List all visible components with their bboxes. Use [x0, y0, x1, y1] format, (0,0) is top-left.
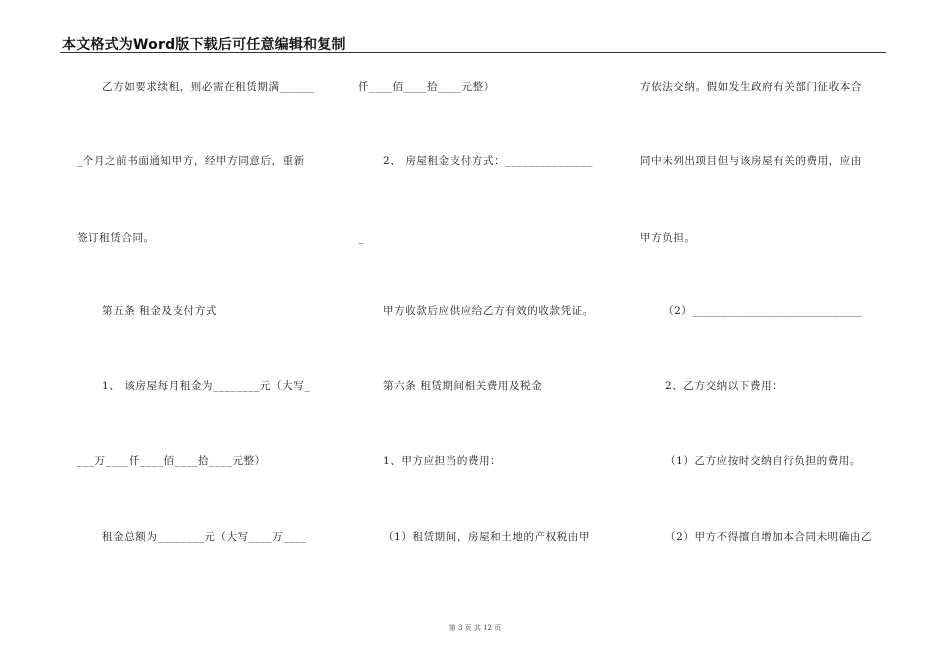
right-line-7: （2）甲方不得擅自增加本合同未明确由乙: [665, 531, 873, 543]
right-line-4: （2）_____________________________: [663, 305, 863, 317]
middle-line-1: 仟____佰____拾____元整）: [358, 81, 495, 93]
middle-line-4: 甲方收款后应供应给乙方有效的收款凭证。: [383, 305, 594, 317]
right-line-5: 2、乙方交纳以下费用：: [665, 380, 784, 392]
header-rule: [60, 52, 886, 53]
middle-line-5: 第六条 租赁期间相关费用及税金: [383, 380, 543, 392]
left-line-6: ___万____仟____佰____拾____元整）: [77, 455, 266, 467]
right-line-6: （1）乙方应按时交纳自行负担的费用。: [665, 455, 861, 467]
left-line-5: 1、 该房屋每月租金为________元（大写_: [102, 380, 311, 392]
middle-line-7: （1）租赁期间，房屋和土地的产权税由甲: [383, 531, 591, 543]
right-line-2: 同中未列出项目但与该房屋有关的费用，应由: [640, 155, 862, 167]
right-line-3: 甲方负担。: [640, 232, 696, 244]
left-line-2: _个月之前书面通知甲方，经甲方同意后，重新: [77, 155, 305, 167]
left-line-7: 租金总额为________元（大写____万____: [102, 531, 307, 543]
page-number: 第 3 页 共 12 页: [448, 624, 502, 632]
left-line-3: 签订租赁合同。: [77, 232, 155, 244]
right-line-1: 方依法交纳。假如发生政府有关部门征收本合: [640, 81, 862, 93]
left-line-4: 第五条 租金及支付方式: [102, 305, 217, 317]
document-header: 本文格式为Word版下载后可任意编辑和复制: [62, 37, 346, 53]
left-line-1: 乙方如要求续租，则必需在租赁期满______: [102, 81, 315, 93]
middle-line-2: 2、 房屋租金支付方式：_______________: [383, 155, 593, 167]
middle-line-6: 1、甲方应担当的费用：: [383, 455, 502, 467]
middle-line-3: _: [358, 232, 364, 244]
